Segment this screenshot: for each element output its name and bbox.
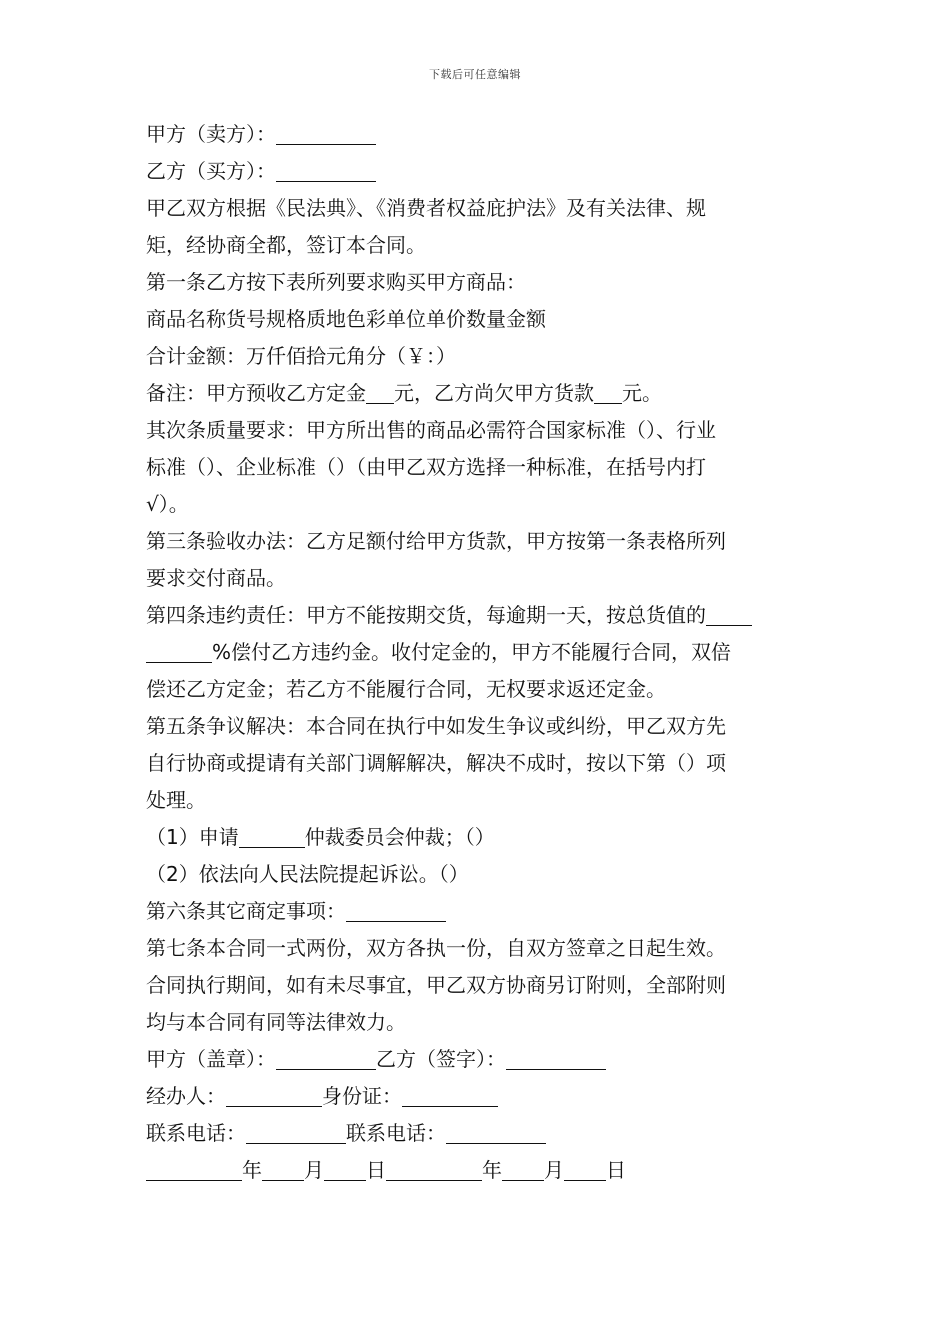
article-7-line-3: 均与本合同有同等法律效力。 (146, 1010, 406, 1034)
id-blank[interactable] (402, 1084, 498, 1107)
phone-label-b: 联系电话： (346, 1121, 446, 1145)
intro-line-2: 矩，经协商全都，签订本合同。 (146, 233, 426, 257)
year-blank-a[interactable] (146, 1158, 242, 1181)
article-3-line-1: 第三条验收办法：乙方足额付给甲方货款，甲方按第一条表格所列 (146, 529, 726, 553)
buyer-blank[interactable] (276, 159, 376, 182)
party-b-sign-label: 乙方（签字）： (376, 1047, 506, 1071)
penalty-rate-blank-b[interactable] (146, 640, 212, 663)
contract-body (146, 116, 806, 1189)
article-4-line-1 (146, 597, 806, 634)
party-a-seal-blank[interactable] (276, 1047, 376, 1070)
option-1-text-a: （1）申请 (146, 825, 239, 849)
article-6-text: 第六条其它商定事项： (146, 899, 346, 923)
phone-label-a: 联系电话： (146, 1121, 246, 1145)
day-blank-a[interactable] (324, 1158, 366, 1181)
article-5-line-1: 第五条争议解决：本合同在执行中如发生争议或纠纷，甲乙双方先 (146, 714, 726, 738)
other-matters-blank[interactable] (346, 899, 446, 922)
article-7-line-2: 合同执行期间，如有未尽事宜，甲乙双方协商另订附则，全部附则 (146, 973, 726, 997)
day-label-b: 日 (606, 1158, 626, 1182)
deposit-blank[interactable] (366, 381, 394, 404)
option-1-text-b: 仲裁委员会仲裁；（） (304, 825, 495, 849)
agent-line (146, 1078, 806, 1115)
phone-blank-a[interactable] (246, 1121, 346, 1144)
article-1-note (146, 375, 806, 412)
balance-blank[interactable] (594, 381, 622, 404)
page-header-note: 下载后可任意编辑 (429, 68, 521, 81)
party-a-seal-label: 甲方（盖章）： (146, 1047, 276, 1071)
seller-line (146, 116, 806, 153)
month-label-a: 月 (304, 1158, 324, 1182)
article-2-line-2: 标准（）、企业标准（）（由甲乙双方选择一种标准，在括号内打 (146, 455, 706, 479)
article-1-title: 第一条乙方按下表所列要求购买甲方商品： (146, 270, 526, 294)
article-1-table-header: 商品名称货号规格质地色彩单位单价数量金额 (146, 307, 546, 331)
intro-line-1: 甲乙双方根据《民法典》、《消费者权益庇护法》及有关法律、规 (146, 196, 706, 220)
note-part-b: 元，乙方尚欠甲方货款 (394, 381, 594, 405)
phone-line (146, 1115, 806, 1152)
article-7-line-1: 第七条本合同一式两份，双方各执一份，自双方签章之日起生效。 (146, 936, 726, 960)
article-5-option-2: （2）依法向人民法院提起诉讼。（） (146, 862, 469, 886)
day-blank-b[interactable] (564, 1158, 606, 1181)
article-2-line-1: 其次条质量要求：甲方所出售的商品必需符合国家标准（）、行业 (146, 418, 716, 442)
agent-blank[interactable] (226, 1084, 322, 1107)
article-5-line-3: 处理。 (146, 788, 206, 812)
article-5-line-2: 自行协商或提请有关部门调解解决，解决不成时，按以下第（）项 (146, 751, 726, 775)
signature-line (146, 1041, 806, 1078)
article-4-line-3: 偿还乙方定金；若乙方不能履行合同，无权要求返还定金。 (146, 677, 666, 701)
penalty-rate-blank-a[interactable] (706, 603, 752, 626)
note-part-c: 元。 (622, 381, 662, 405)
note-part-a: 备注：甲方预收乙方定金 (146, 381, 366, 405)
year-label-a: 年 (242, 1158, 262, 1182)
date-line (146, 1152, 806, 1189)
article-4-text-1: 第四条违约责任：甲方不能按期交货，每逾期一天，按总货值的 (146, 603, 706, 627)
buyer-label: 乙方（买方）： (146, 159, 276, 183)
article-5-option-1 (146, 819, 806, 856)
party-b-sign-blank[interactable] (506, 1047, 606, 1070)
seller-label: 甲方（卖方）： (146, 122, 276, 146)
article-6-line (146, 893, 806, 930)
article-4-text-2: %偿付乙方违约金。收付定金的，甲方不能履行合同，双倍 (212, 640, 732, 664)
article-3-line-2: 要求交付商品。 (146, 566, 286, 590)
article-1-total: 合计金额：万仟佰拾元角分（￥：） (146, 344, 456, 368)
arbitration-blank[interactable] (239, 825, 305, 848)
article-2-line-3: √）。 (146, 492, 189, 516)
seller-blank[interactable] (276, 122, 376, 145)
phone-blank-b[interactable] (446, 1121, 546, 1144)
year-blank-b[interactable] (386, 1158, 482, 1181)
year-label-b: 年 (482, 1158, 502, 1182)
month-blank-b[interactable] (502, 1158, 544, 1181)
buyer-line (146, 153, 806, 190)
agent-label: 经办人： (146, 1084, 226, 1108)
id-label: 身份证： (322, 1084, 402, 1108)
article-4-line-2 (146, 634, 806, 671)
month-blank-a[interactable] (262, 1158, 304, 1181)
day-label-a: 日 (366, 1158, 386, 1182)
month-label-b: 月 (544, 1158, 564, 1182)
